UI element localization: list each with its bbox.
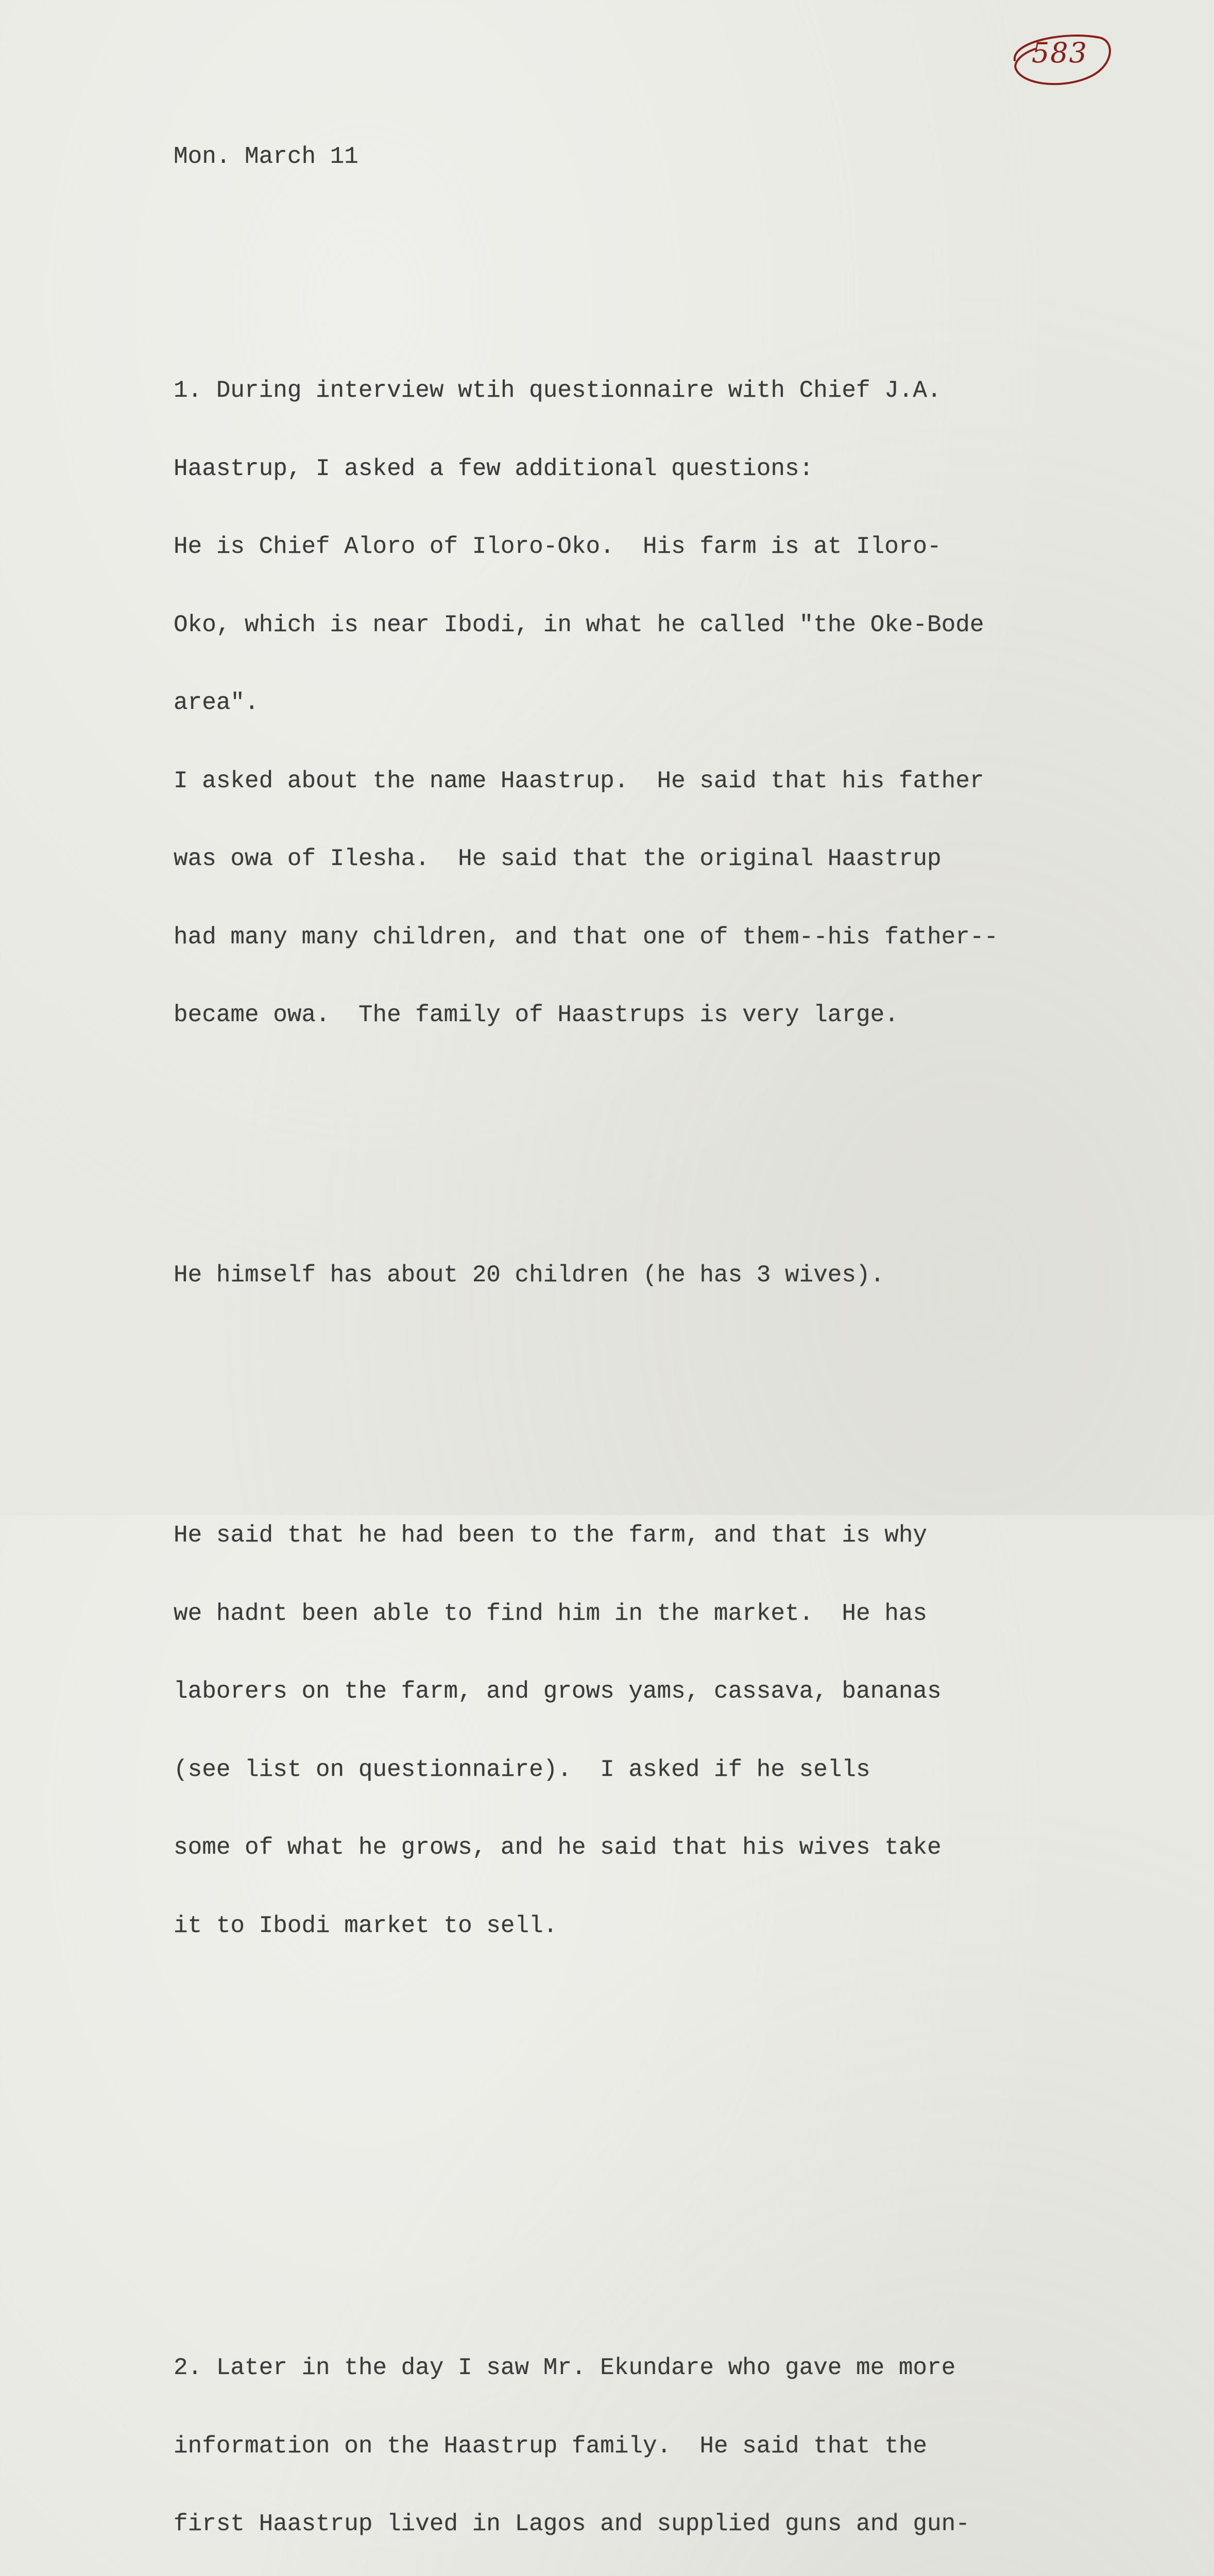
page-number-text: 583 [1031,37,1088,69]
text-line: information on the Haastrup family. He said that the [174,2432,928,2460]
text-line: He himself has about 20 children (he has 3 wives). [174,1262,885,1289]
text-line: He is Chief Aloro of Iloro-Oko. His farm is at Iloro- [174,533,942,560]
text-line: it to Ibodi market to sell. [174,1912,558,1939]
text-line: had many many children, and that one of them--his father-- [174,923,999,951]
section-1-paragraph-2 [174,1210,1199,1341]
text-line: I asked about the name Haastrup. He said that his father [174,767,984,794]
section-1-paragraph-3 [174,1470,1199,1991]
text-line: first Haastrup lived in Lagos and supplied guns and gun- [174,2511,970,2537]
section-1 [174,274,1199,2043]
section-2 [174,2251,1199,2576]
text-line: we hadnt been able to find him in the market. He has [174,1600,928,1627]
text-line: became owa. The family of Haastrups is very large. [174,1002,899,1028]
section-2-paragraph-1 [174,2303,1199,2576]
text-line: (see list on questionnaire). I asked if he sells [174,1756,870,1783]
date-heading: Mon. March 11 [174,143,358,170]
text-line: Haastrup, I asked a few additional questions: [174,455,814,482]
typed-text-body [174,92,1199,2576]
section-1-paragraph-1 [174,326,1199,1080]
text-line: 1. During interview wtih questionnaire with Chief J.A. [174,377,942,404]
text-line: Oko, which is near Ibodi, in what he called "the Oke-Bode [174,611,984,638]
text-line: area". [174,689,259,716]
text-line: some of what he grows, and he said that his wives take [174,1834,942,1861]
handwritten-page-number [1004,28,1115,90]
text-line: laborers on the farm, and grows yams, cassava, bananas [174,1678,942,1705]
text-line: was owa of Ilesha. He said that the original Haastrup [174,845,942,872]
text-line: He said that he had been to the farm, and that is why [174,1522,928,1549]
text-line: 2. Later in the day I saw Mr. Ekundare who gave me more [174,2354,956,2381]
